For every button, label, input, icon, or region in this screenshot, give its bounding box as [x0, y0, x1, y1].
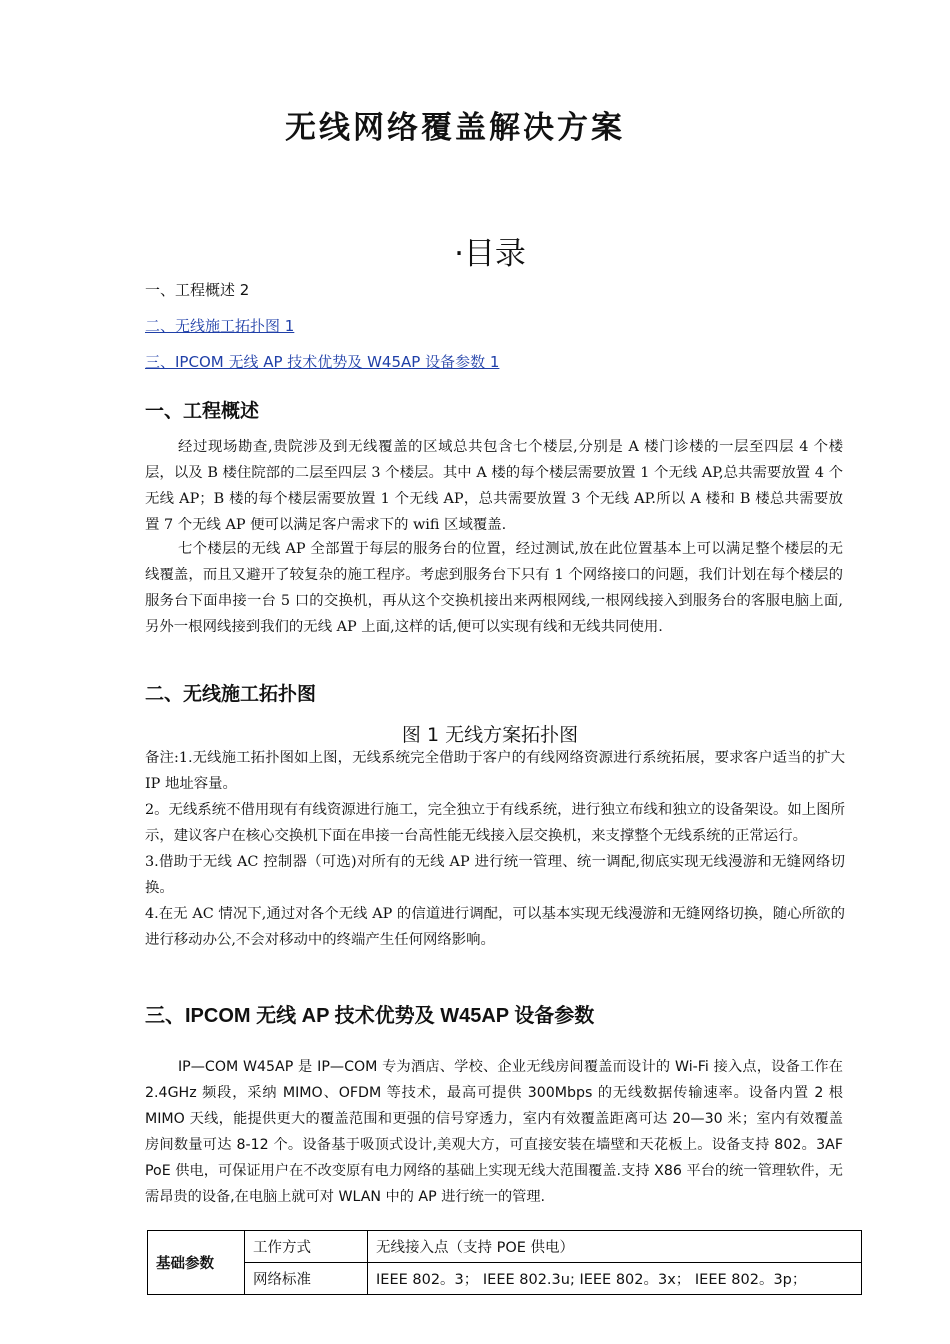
- note-4: 4.在无 AC 情况下,通过对各个无线 AP 的信道进行调配，可以基本实现无线漫游和无缝网络切换，随心所欲的进行移动办公,不会对移动中的终端产生任何网络影响。: [145, 906, 845, 948]
- toc-item-3[interactable]: 三、IPCOM 无线 AP 技术优势及 W45AP 设备参数 1: [145, 353, 500, 371]
- toc-item-2[interactable]: 二、无线施工拓扑图 1: [145, 317, 295, 335]
- note-2: 2。无线系统不借用现有有线资源进行施工，完全独立于有线系统，进行独立布线和独立的设备架设。如上图所示，建议客户在核心交换机下面在串接一台高性能无线接入层交换机，来支撑整个无线系统的正常运行。: [145, 802, 845, 844]
- spec-key: 网络标准: [245, 1263, 368, 1295]
- table-row: [148, 1231, 862, 1263]
- note-3: 3.借助于无线 AC 控制器（可选)对所有的无线 AP 进行统一管理、统一调配,彻底实现无线漫游和无缝网络切换。: [145, 854, 845, 896]
- notes-block: [145, 745, 845, 953]
- toc-heading: ·目录: [454, 236, 526, 272]
- section3-heading: 三、IPCOM 无线 AP 技术优势及 W45AP 设备参数: [145, 1005, 595, 1027]
- section1-paragraph-2: 七个楼层的无线 AP 全部置于每层的服务台的位置，经过测试,放在此位置基本上可以满足整个楼层的无线覆盖，而且又避开了较复杂的施工程序。考虑到服务台下只有 1 个网络接口的问题，我们计划在每个楼层的服务台下面串接一台 5 口的交换机，再从这个交换机接出来两根网线,一根网线接入到服务台的客服电脑上面,另外一根网线接到我们的无线 AP 上面,这样的话,便可以实现有线和无线共同使用.: [145, 541, 843, 635]
- spec-value: IEEE 802。3； IEEE 802.3u; IEEE 802。3x； IEEE 802。3p；: [368, 1263, 862, 1295]
- spec-table: [147, 1230, 862, 1295]
- table-row: [148, 1263, 862, 1295]
- note-1: 备注:1.无线施工拓扑图如上图，无线系统完全借助于客户的有线网络资源进行系统拓展，要求客户适当的扩大 IP 地址容量。: [145, 750, 845, 792]
- section1-paragraph-1: 经过现场勘查,贵院涉及到无线覆盖的区域总共包含七个楼层,分别是 A 楼门诊楼的一层至四层 4 个楼层，以及 B 楼住院部的二层至四层 3 个楼层。其中 A 楼的每个楼层需要放置 1 个无线 AP,总共需要放置 4 个无线 AP；B 楼的每个楼层需要放置 1 个无线 AP，总共需要放置 3 个无线 AP.所以 A 楼和 B 楼总共需要放置 7 个无线 AP 便可以满足客户需求下的 wifi 区域覆盖.: [145, 439, 843, 533]
- toc-item-1[interactable]: 一、工程概述 2: [145, 281, 250, 299]
- spec-group-label: 基础参数: [148, 1231, 245, 1295]
- spec-key: 工作方式: [245, 1231, 368, 1263]
- spec-value: 无线接入点（支持 POE 供电）: [368, 1231, 862, 1263]
- figure-caption: 图 1 无线方案拓扑图: [401, 724, 579, 746]
- section1-heading: 一、工程概述: [145, 400, 260, 422]
- document-title: 无线网络覆盖解决方案: [285, 110, 625, 146]
- section2-heading: 二、无线施工拓扑图: [145, 683, 317, 705]
- section3-intro: IP—COM W45AP 是 IP—COM 专为酒店、学校、企业无线房间覆盖而设计的 Wi-Fi 接入点，设备工作在 2.4GHz 频段，采纳 MIMO、OFDM 等技术，最高可提供 300Mbps 的无线数据传输速率。设备内置 2 根 MIMO 天线，能提供更大的覆盖范围和更强的信号穿透力，室内有效覆盖距离可达 20—30 米；室内有效覆盖房间数量可达 8-12 个。设备基于吸顶式设计,美观大方，可直接安装在墙壁和天花板上。设备支持 802。3AF PoE 供电，可保证用户在不改变原有电力网络的基础上实现无线大范围覆盖.支持 X86 平台的统一管理软件，无需昂贵的设备,在电脑上就可对 WLAN 中的 AP 进行统一的管理.: [145, 1059, 843, 1205]
